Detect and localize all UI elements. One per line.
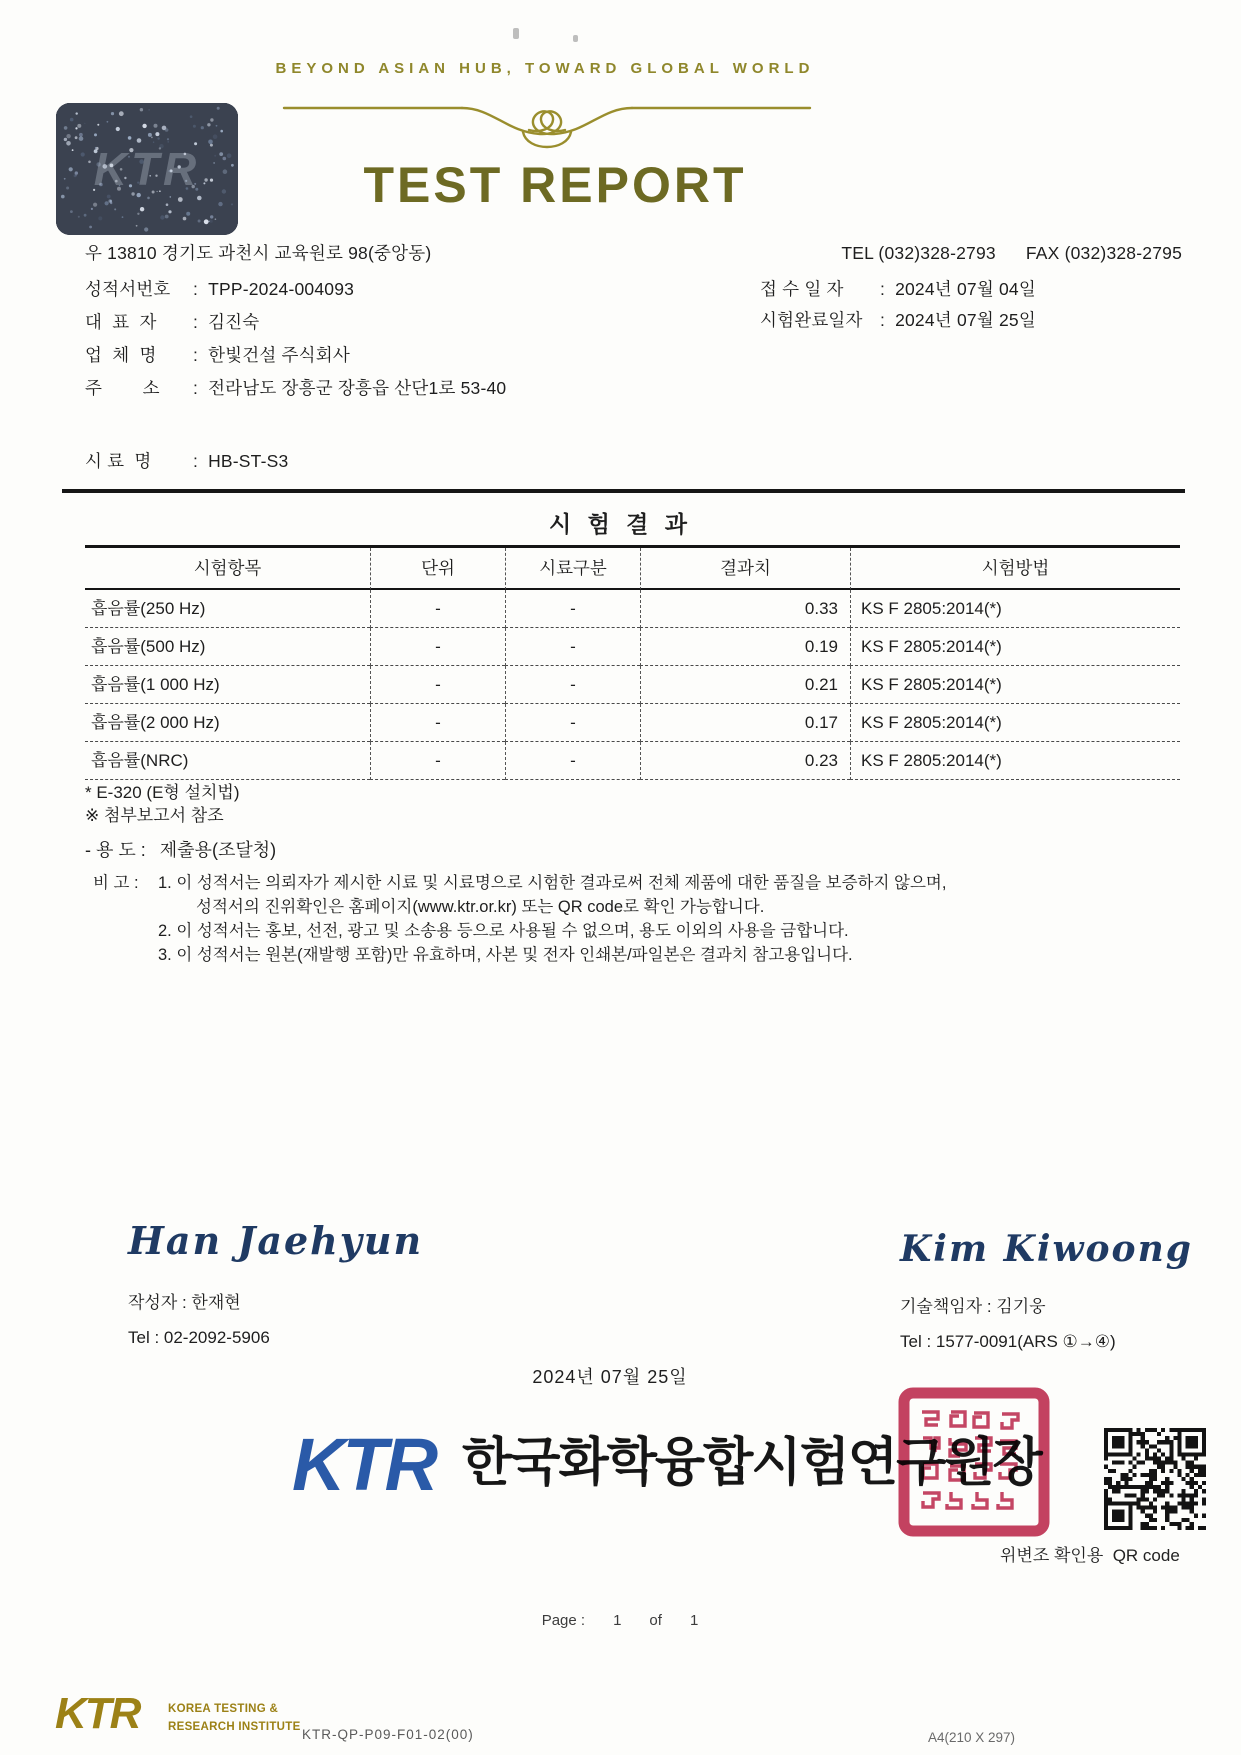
footer-org-en (168, 1701, 301, 1737)
report-number-label: 성적서번호 (85, 279, 171, 299)
tel-number: TEL (032)328-2793 (841, 243, 996, 263)
table-cell: 0.33 (640, 590, 850, 628)
report-number-row: 성적서번호 : TPP-2024-004093 (85, 276, 354, 301)
received-date-value: 2024년 07월 04일 (895, 279, 1036, 299)
table-cell: 0.21 (640, 666, 850, 704)
tech-manager-name: 기술책임자 : 김기웅 (900, 1297, 1046, 1316)
usage-row (85, 836, 276, 862)
company-value: 한빛건설 주식회사 (208, 345, 350, 365)
company-address-row: 주 소 : 전라남도 장흥군 장흥읍 산단1로 53-40 (85, 375, 506, 400)
ceo-row: 대 표 자 : 김진숙 (85, 309, 259, 334)
table-cell: 0.19 (640, 628, 850, 666)
qr-caption: 위변조 확인용 QR code (1000, 1546, 1180, 1565)
table-cell: 흡음률(250 Hz) (85, 590, 370, 628)
footer-ktr-logo: KTR (55, 1689, 140, 1738)
company-row: 업 체 명 : 한빛건설 주식회사 (85, 342, 350, 367)
section-divider (62, 489, 1185, 493)
received-date-row: 접 수 일 자 : 2024년 07월 04일 (760, 276, 1036, 301)
table-cell: 0.23 (640, 742, 850, 780)
footer-paper-size: A4(210 X 297) (928, 1730, 1016, 1745)
hologram-ktr-text: KTR (93, 143, 201, 195)
completed-date-label: 시험완료일자 (760, 310, 863, 330)
completed-date-row: 시험완료일자 : 2024년 07월 25일 (760, 307, 1036, 332)
hologram-sticker (56, 103, 238, 235)
writer-tel: Tel : 02-2092-5906 (128, 1328, 270, 1347)
footnote-e320: * E-320 (E형 설치법) (85, 783, 240, 802)
report-title: TEST REPORT (363, 157, 747, 213)
table-cell: 흡음률(NRC) (85, 742, 370, 780)
col-header-result: 결과치 (640, 548, 850, 590)
table-cell: 0.17 (640, 704, 850, 742)
page-indicator (420, 1612, 820, 1629)
ceo-value: 김진숙 (208, 312, 260, 332)
lab-address: 우 13810 경기도 과천시 교육원로 98(중앙동) (85, 243, 432, 263)
remark-line-3: 3. 이 성적서는 원본(재발행 포함)만 유효하며, 사본 및 전자 인쇄본/파일본은 결과치 참고용입니다. (158, 946, 853, 964)
table-cell: - (370, 666, 505, 704)
remark-line-2: 2. 이 성적서는 홍보, 선전, 광고 및 소송용 등으로 사용될 수 없으며, 용도 이외의 사용을 금합니다. (158, 922, 849, 940)
table-cell: KS F 2805:2014(*) (850, 666, 1180, 704)
table-cell: - (505, 742, 640, 780)
scan-speck (573, 35, 578, 42)
ornament-flourish-icon (282, 98, 812, 158)
col-header-method: 시험방법 (850, 548, 1180, 590)
table-cell: - (370, 742, 505, 780)
qr-code (1104, 1428, 1206, 1530)
report-number-value: TPP-2024-004093 (208, 279, 355, 299)
issuer-org-name: 한국화학융합시험연구원장 (462, 1434, 1041, 1492)
table-cell: KS F 2805:2014(*) (850, 742, 1180, 780)
sample-name-value: HB-ST-S3 (208, 451, 289, 471)
usage-label: - 용 도 : (85, 840, 146, 860)
ceo-label: 대 표 자 (85, 312, 157, 332)
col-header-item: 시험항목 (85, 548, 370, 590)
table-cell: 흡음률(500 Hz) (85, 628, 370, 666)
table-cell: - (370, 704, 505, 742)
footer-org-en-line2: RESEARCH INSTITUTE (168, 1720, 301, 1733)
writer-name: 작성자 : 한재현 (128, 1293, 241, 1312)
table-cell: 흡음률(2 000 Hz) (85, 704, 370, 742)
results-section-title: 시 험 결 과 (548, 511, 693, 537)
col-header-unit: 단위 (370, 548, 505, 590)
table-cell: - (505, 628, 640, 666)
received-date-label: 접 수 일 자 (760, 279, 844, 299)
footer-org-en-line1: KOREA TESTING & (168, 1703, 279, 1715)
issue-date: 2024년 07월 25일 (532, 1367, 688, 1387)
table-cell: KS F 2805:2014(*) (850, 704, 1180, 742)
footnote-attachment: ※ 첨부보고서 참조 (85, 806, 224, 825)
remark-line-1b: 성적서의 진위확인은 홈페이지(www.ktr.or.kr) 또는 QR code로 확인 가능합니다. (196, 898, 765, 916)
table-cell: KS F 2805:2014(*) (850, 590, 1180, 628)
fax-number: FAX (032)328-2795 (1025, 243, 1182, 263)
signature-han-jaehyun: Han Jaehyun (128, 1218, 424, 1263)
page-current: 1 (613, 1612, 622, 1629)
company-label: 업 체 명 (85, 345, 157, 365)
page-label: Page : (541, 1612, 586, 1629)
sample-name-label: 시 료 명 (85, 451, 152, 471)
table-cell: - (505, 666, 640, 704)
footer-doc-code: KTR-QP-P09-F01-02(00) (302, 1727, 474, 1742)
page-of: of (649, 1612, 662, 1629)
table-cell: KS F 2805:2014(*) (850, 628, 1180, 666)
corporate-seal (898, 1387, 1050, 1537)
signature-kim-kiwoong: Kim Kiwoong (900, 1228, 1193, 1270)
company-address-value: 전라남도 장흥군 장흥읍 산단1로 53-40 (208, 378, 507, 398)
page-total: 1 (689, 1612, 699, 1629)
remarks-label: 비 고 : (93, 874, 139, 892)
ktr-logo-blue: KTR (292, 1423, 436, 1506)
remark-line-1: 1. 이 성적서는 의뢰자가 제시한 시료 및 시료명으로 시험한 결과로써 전체 제품에 대한 품질을 보증하지 않으며, (158, 874, 947, 892)
header-tagline: BEYOND ASIAN HUB, TOWARD GLOBAL WORLD (275, 60, 815, 77)
results-table (85, 545, 1180, 780)
table-cell: 흡음률(1 000 Hz) (85, 666, 370, 704)
table-cell: - (370, 628, 505, 666)
usage-value: 제출용(조달청) (159, 840, 277, 860)
scan-speck (513, 28, 519, 39)
sample-name-row: 시 료 명 : HB-ST-S3 (85, 448, 288, 473)
company-address-label: 주 소 (85, 378, 160, 398)
table-cell: - (505, 590, 640, 628)
completed-date-value: 2024년 07월 25일 (895, 310, 1036, 330)
table-cell: - (370, 590, 505, 628)
col-header-sample-class: 시료구분 (505, 548, 640, 590)
table-cell: - (505, 704, 640, 742)
tech-manager-tel: Tel : 1577-0091(ARS ①→④) (900, 1332, 1116, 1351)
contact-telfax (740, 243, 1182, 264)
